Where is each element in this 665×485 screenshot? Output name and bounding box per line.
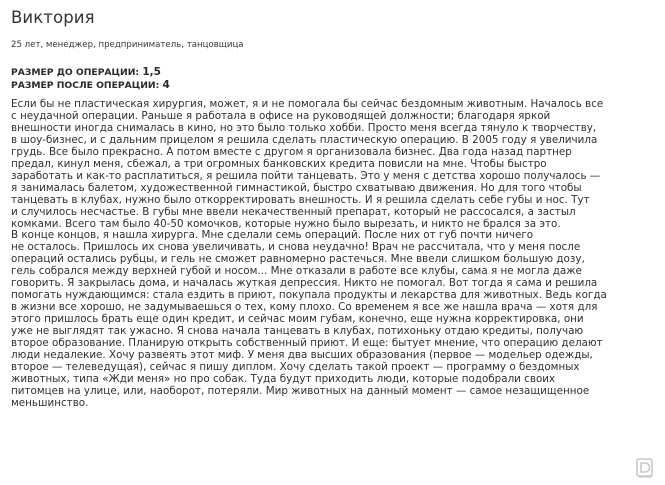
story-line: танцевать в клубах, нужно было откорректировать внешность. И я решила сделать себе губы и нос. Тут: [11, 193, 590, 206]
story-line: животных, типа «Жди меня» но про собак. Туда будут приходить люди, которые подобрали своих: [11, 372, 556, 385]
story-line: комками. Всего там было 40-50 комочков, которые нужно было вырезать, и никто не брался за это.: [11, 217, 561, 230]
size-before: [11, 66, 170, 79]
story-line: уже не выглядят так ужасно. Я снова начала танцевать в клубах, потихоньку отдаю кредиты, получаю: [11, 325, 584, 338]
size-after-label: РАЗМЕР ПОСЛЕ ОПЕРАЦИИ:: [11, 80, 163, 91]
story-line: В конце концов, я нашла хирурга. Мне сделали семь операций. После них от губ почти ничего: [11, 229, 534, 242]
story-line: операций остались рубцы, и гель не сможет равномерно растечься. Мне ввели слишком большую дозу,: [11, 253, 585, 266]
person-name: Виктория: [11, 8, 95, 27]
story-line: заработать и как-то расплатиться, я решила пойти танцевать. Это у меня с детства хорошо получалось —: [11, 169, 601, 182]
story-line: предал, кинул меня, сбежал, а три огромных банковских кредита повисли на мне. Чтобы быстро: [11, 157, 547, 170]
story-line: меньшинство.: [11, 396, 89, 409]
story-line: грудь. Все было прекрасно. А потом вместе с другом я организовала бизнес. Два года назад партнер: [11, 145, 572, 158]
size-before-label: РАЗМЕР ДО ОПЕРАЦИИ:: [11, 67, 143, 78]
site-logo-icon: [635, 457, 655, 479]
story-line: питомцев на улице, или, наоборот, потеряли. Мир животных на данный момент — самое незащищенное: [11, 384, 590, 397]
story-line: помогать нуждающимся: стала ездить в приют, покупала продукты и лекарства для животных. Ведь когда: [11, 289, 607, 302]
story-line: говорить. Я закрылась дома, и началась жуткая депрессия. Никто не помогал. Вот тогда я сама и решила: [11, 277, 598, 290]
story-line: внешности иногда снималась в кино, но это было только хобби. Просто меня всегда тянуло к творчеству,: [11, 121, 597, 134]
story-line: второе образование. Планирую открыть собственный приют. И еще: бытует мнение, что операцию делают: [11, 337, 603, 350]
size-after-value: 4: [162, 79, 170, 91]
story-line: не осталось. Пришлось их снова увеличивать, и снова неудачно! Врач не рассчитала, что у меня после: [11, 241, 581, 254]
story-line: гель собрался между верхней губой и носом... Мне отказали в работе все клубы, сама я не могла даже: [11, 265, 582, 278]
story-line: и случилось несчастье. В губы мне ввели некачественный препарат, который не рассосался, а застыл: [11, 205, 576, 218]
person-subtitle: 25 лет, менеджер, предприниматель, танцовщица: [11, 40, 244, 50]
story-text: [11, 99, 661, 410]
story-line: второе — телеведущая), сейчас я пишу диплом. Хочу сделать такой проект — программу о бездомных: [11, 360, 580, 373]
story-line: люди недалекие. Хочу развеять этот миф. У меня два высших образования (первое — модельер одежды,: [11, 349, 593, 362]
story-line: в шоу-бизнес, и с дальним прицелом я решила сделать пластическую операцию. В 2005 году я увеличила: [11, 133, 598, 146]
story-line: этого пришлось брать еще один кредит, и сейчас моим губам, конечно, еще нужна корректировка, они: [11, 313, 584, 326]
story-line: Если бы не пластическая хирургия, может, я и не помогала бы сейчас бездомным животным. Началось все: [11, 98, 604, 110]
story-line: я занималась балетом, художественной гимнастикой, быстро схватываю движения. Но для того чтобы: [11, 181, 582, 194]
size-after: [11, 79, 170, 92]
size-info: [11, 66, 170, 92]
story-line: в жизни все хорошо, не задумываешься о тех, кому плохо. Со временем я все же нашла врача — хотя для: [11, 301, 598, 314]
story-line: с неудачной операции. Раньше я работала в офисе на руководящей должности; благодаря яркой: [11, 109, 551, 122]
size-before-value: 1,5: [142, 66, 161, 78]
